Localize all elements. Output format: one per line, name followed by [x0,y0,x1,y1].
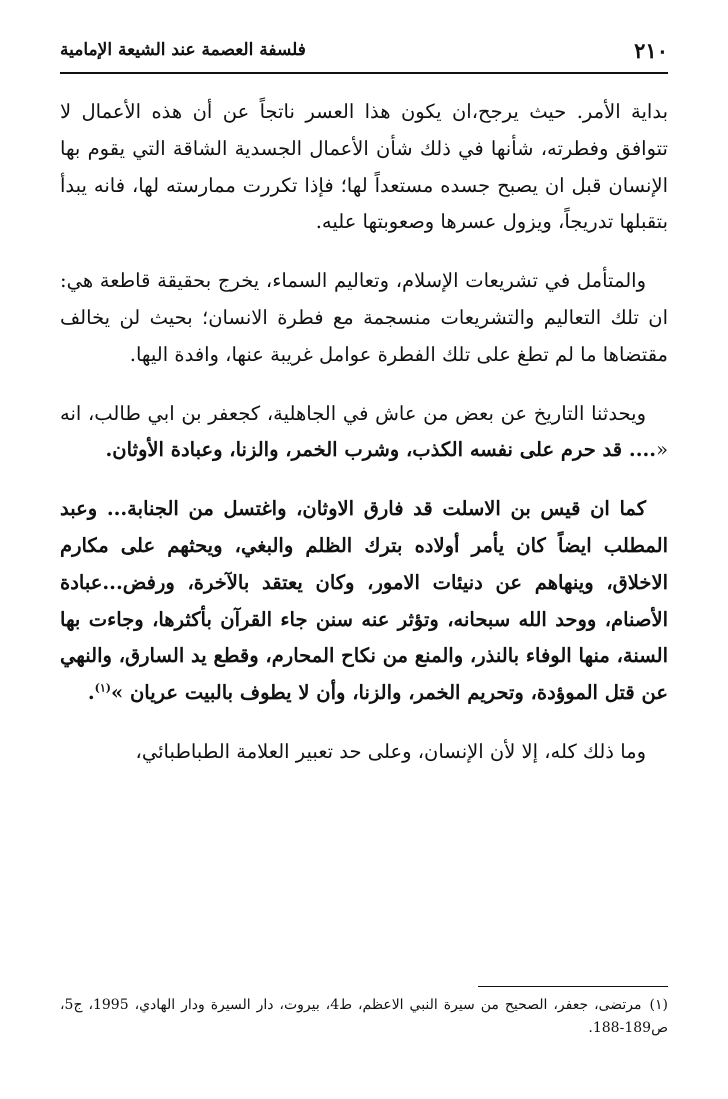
quote-close-mark: » [110,681,124,705]
quoted-text: .... قد حرم على نفسه الكذب، وشرب الخمر، والزنا، وعبادة الأوثان. [105,438,657,462]
quoted-text-continued: كما ان قيس بن الاسلت قد فارق الاوثان، واغتسل من الجنابة... وعبد المطلب ايضاً كان يأمر أولاده بترك الظلم والبغي، ويحثهم على مكارم الاخلاق، وينهاهم عن دنيئات الامور، وكان يعتقد بالآخرة، ورفض...عبادة الأصنام، ووحد الله سبحانه، وتؤثر عنه سنن جاء القرآن بأكثرها، وجاءت بها السنة، منها الوفاء بالنذر، والمنع من نكاح المحارم، وقطع يد السارق، والنهي عن قتل الموؤدة، وتحريم الخمر، والزنا، وأن لا يطوف بالبيت عريان [60,497,668,705]
quote-intro: ويحدثنا التاريخ عن بعض من عاش في الجاهلية، كجعفر بن ابي طالب، انه « [60,401,668,462]
paragraph-4-quote [60,491,668,712]
page-number: ٢١٠ [634,38,668,63]
footnote-reference[interactable]: (١) [94,681,111,695]
quote-end-period: . [87,681,95,705]
paragraph-2: والمتأمل في تشريعات الإسلام، وتعاليم السماء، يخرج بحقيقة قاطعة هي: ان تلك التعاليم والتشريعات منسجمة مع فطرة الانسان؛ بحيث لن يخالف مقتضاها ما لم تطغ على تلك الفطرة عوامل غريبة عنها، وافدة اليها. [60,269,668,366]
footnote-marker: (١) [649,997,668,1013]
footnote-text: مرتضى، جعفر، الصحيح من سيرة النبي الاعظم، ط4، بيروت، دار السيرة ودار الهادي، 1995، ج5، ص189-188. [60,997,668,1036]
running-title: فلسفة العصمة عند الشيعة الإمامية [60,40,306,60]
paragraph-3 [60,396,668,470]
body-text [60,94,668,793]
paragraph-1: بداية الأمر. حيث يرجح،ان يكون هذا العسر ناتجاً عن أن هذه الأعمال لا تتوافق وفطرته، شأنها في ذلك شأن الأعمال الجسدية الشاقة التي يقوم بها الإنسان قبل ان يصبح جسده مستعداً لها؛ فإذا تكررت ممارسته لها، فانه يبدأ بتقبلها تدريجاً، ويزول عسرها وصعوبتها عليه. [60,100,668,234]
page-header [60,36,668,74]
footnote-divider [478,986,668,987]
footnote [60,994,668,1040]
paragraph-5: وما ذلك كله، إلا لأن الإنسان، وعلى حد تعبير العلامة الطباطبائي، [135,739,646,763]
